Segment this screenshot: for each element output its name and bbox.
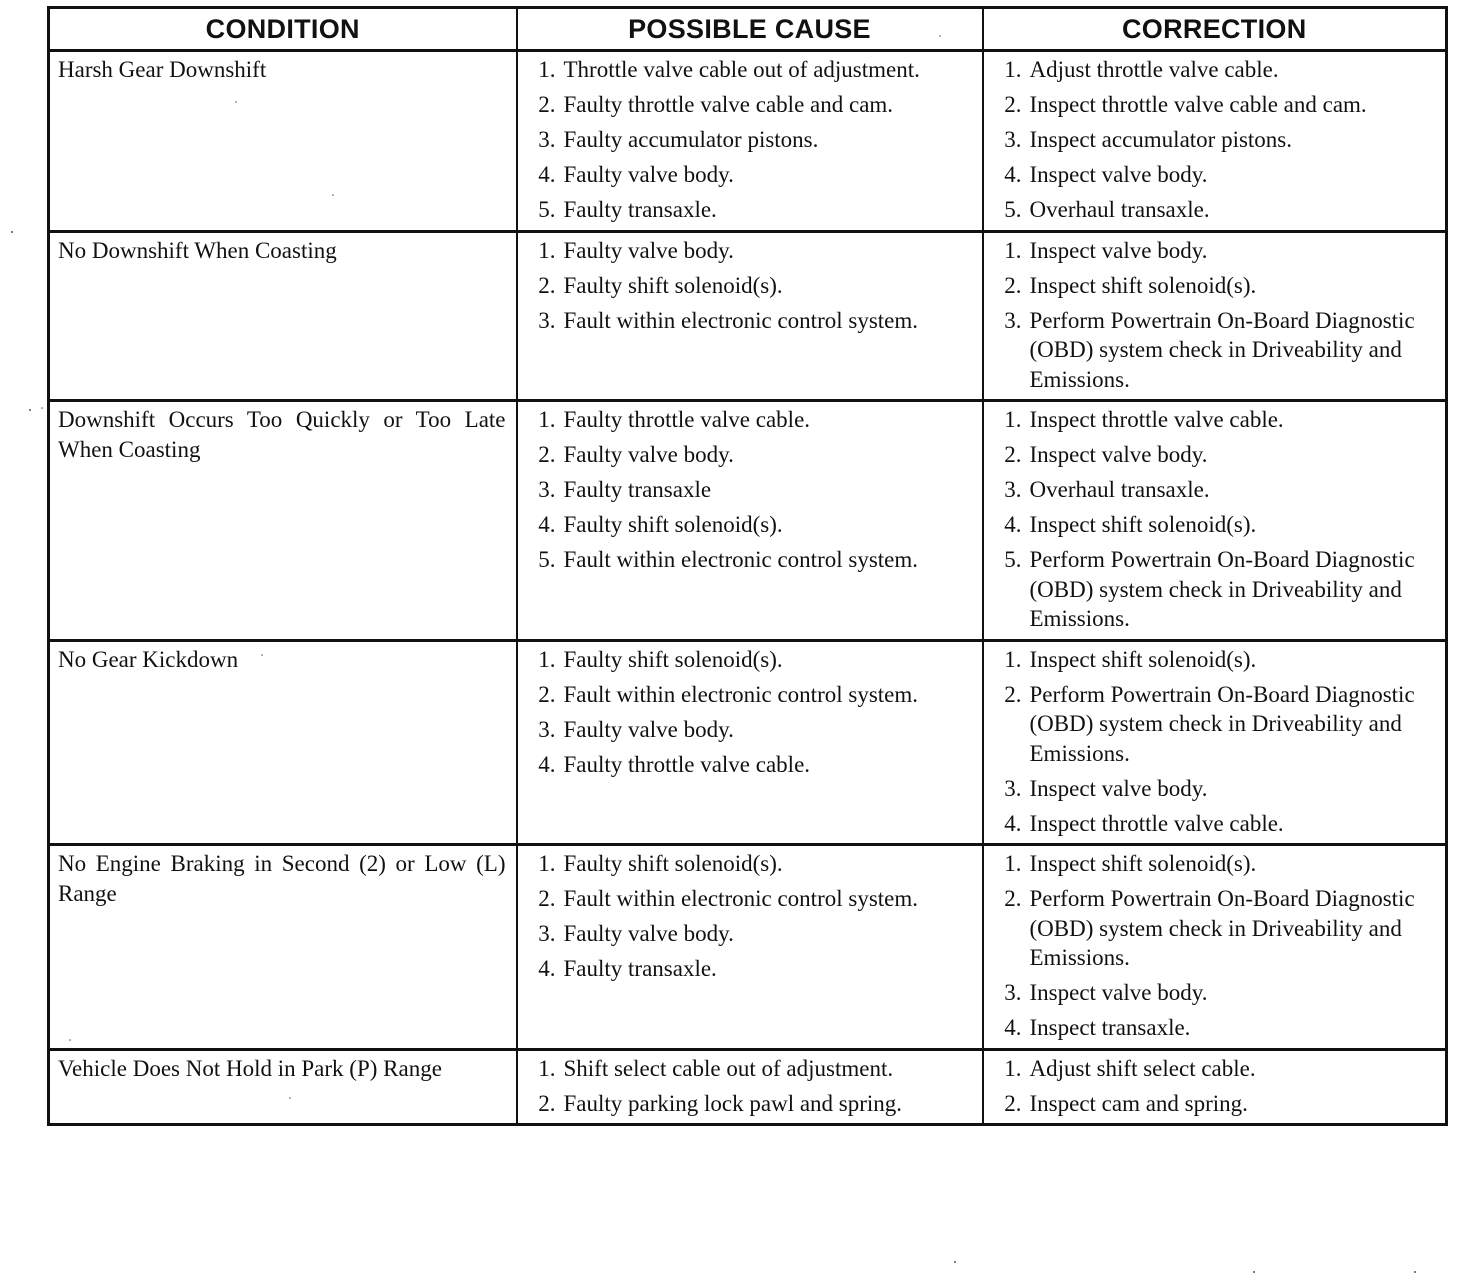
cause-item <box>526 271 972 301</box>
item-number: 3. <box>538 716 556 742</box>
cause-item <box>526 884 972 914</box>
item-number: 4. <box>1004 512 1022 537</box>
cause-item <box>526 545 972 575</box>
header-row <box>49 8 1447 51</box>
correction-list <box>992 849 1436 1043</box>
correction-item <box>992 236 1436 266</box>
item-text: Faulty shift solenoid(s). <box>563 272 783 298</box>
condition-cell: No Gear Kickdown <box>49 640 517 845</box>
item-number: 1. <box>538 57 556 82</box>
item-text: Faulty valve body. <box>563 442 734 467</box>
item-number: 3. <box>538 921 556 946</box>
correction-item <box>992 271 1436 301</box>
correction-cell <box>983 1049 1447 1125</box>
item-number: 2. <box>1004 92 1022 117</box>
cause-item <box>526 680 972 710</box>
possible-cause-list <box>526 55 972 225</box>
table-row <box>49 51 1447 232</box>
correction-item <box>992 90 1436 120</box>
item-text: Faulty accumulator pistons. <box>563 127 819 152</box>
correction-item <box>992 680 1436 769</box>
item-text: Faulty throttle valve cable. <box>563 751 811 777</box>
item-text: Inspect valve body. <box>1029 237 1208 263</box>
correction-item <box>992 809 1436 839</box>
correction-item <box>992 195 1436 225</box>
cause-item <box>526 160 972 190</box>
possible-cause-list <box>526 236 972 336</box>
item-text: Inspect throttle valve cable. <box>1029 407 1284 432</box>
item-text: Throttle valve cable out of adjustment. <box>563 57 920 82</box>
item-text: Faulty valve body. <box>563 921 734 946</box>
item-text: Faulty shift solenoid(s). <box>563 646 783 672</box>
item-text: Inspect transaxle. <box>1029 1015 1191 1040</box>
item-number: 4. <box>1004 162 1022 187</box>
table-row <box>49 401 1447 641</box>
item-number: 3. <box>538 127 556 152</box>
cause-item <box>526 849 972 879</box>
item-text: Fault within electronic control system. <box>563 307 919 333</box>
item-number: 1. <box>1004 407 1022 432</box>
cause-item <box>526 195 972 225</box>
item-text: Inspect valve body. <box>1029 442 1208 467</box>
cause-item <box>526 510 972 540</box>
correction-item <box>992 978 1436 1008</box>
item-number: 2. <box>1004 272 1022 298</box>
cause-item <box>526 1054 972 1084</box>
item-text: Fault within electronic control system. <box>563 547 919 572</box>
item-text: Inspect valve body. <box>1029 775 1208 801</box>
correction-list <box>992 405 1436 634</box>
correction-item <box>992 645 1436 675</box>
item-text: Adjust shift select cable. <box>1029 1055 1256 1081</box>
item-text: Inspect throttle valve cable and cam. <box>1029 92 1367 117</box>
item-number: 2. <box>538 1090 556 1116</box>
item-number: 3. <box>1004 307 1022 333</box>
cause-item <box>526 440 972 470</box>
condition-cell: Downshift Occurs Too Quickly or Too Late When Coasting <box>49 401 517 641</box>
item-text: Faulty valve body. <box>563 716 734 742</box>
item-number: 2. <box>538 681 556 707</box>
item-text: Adjust throttle valve cable. <box>1029 57 1279 82</box>
cause-item <box>526 1089 972 1119</box>
table-row <box>49 231 1447 401</box>
cause-item <box>526 645 972 675</box>
item-text: Inspect shift solenoid(s). <box>1029 851 1257 876</box>
item-text: Fault within electronic control system. <box>563 886 919 911</box>
correction-item <box>992 440 1436 470</box>
item-number: 1. <box>538 851 556 876</box>
item-number: 1. <box>538 646 556 672</box>
item-text: Faulty transaxle <box>563 477 712 502</box>
item-text: Inspect cam and spring. <box>1029 1090 1248 1116</box>
diagnosis-table-container <box>47 6 1445 1126</box>
item-number: 4. <box>538 512 556 537</box>
item-text: Inspect throttle valve cable. <box>1029 810 1284 836</box>
condition-cell: Harsh Gear Downshift <box>49 51 517 232</box>
cause-item <box>526 954 972 984</box>
correction-item <box>992 405 1436 435</box>
item-text: Inspect shift solenoid(s). <box>1029 646 1257 672</box>
cause-item <box>526 55 972 85</box>
table-row <box>49 845 1447 1050</box>
cause-item <box>526 919 972 949</box>
item-text: Overhaul transaxle. <box>1029 197 1210 222</box>
correction-item <box>992 849 1436 879</box>
correction-list <box>992 1054 1436 1119</box>
cause-item <box>526 750 972 780</box>
cause-item <box>526 90 972 120</box>
possible-cause-list <box>526 645 972 780</box>
item-number: 1. <box>1004 57 1022 82</box>
correction-list <box>992 55 1436 225</box>
item-text: Fault within electronic control system. <box>563 681 919 707</box>
header-correction: CORRECTION <box>983 8 1447 51</box>
item-number: 1. <box>1004 646 1022 672</box>
possible-cause-list <box>526 1054 972 1119</box>
item-text: Inspect valve body. <box>1029 980 1208 1005</box>
item-text: Faulty transaxle. <box>563 197 717 222</box>
cause-item <box>526 125 972 155</box>
item-number: 5. <box>538 547 556 572</box>
item-number: 5. <box>538 197 556 222</box>
table-body <box>49 51 1447 1125</box>
item-number: 1. <box>1004 851 1022 876</box>
correction-item <box>992 774 1436 804</box>
item-text: Overhaul transaxle. <box>1029 477 1210 502</box>
item-number: 2. <box>538 272 556 298</box>
item-number: 4. <box>538 956 556 981</box>
item-number: 4. <box>538 162 556 187</box>
table-row <box>49 640 1447 845</box>
item-number: 5. <box>1004 547 1022 572</box>
possible-cause-cell <box>517 401 983 641</box>
item-text: Inspect shift solenoid(s). <box>1029 512 1257 537</box>
item-number: 3. <box>1004 477 1022 502</box>
correction-cell <box>983 401 1447 641</box>
item-text: Shift select cable out of adjustment. <box>563 1055 894 1081</box>
cause-item <box>526 306 972 336</box>
item-number: 2. <box>1004 442 1022 467</box>
item-number: 4. <box>538 751 556 777</box>
cause-item <box>526 405 972 435</box>
item-number: 3. <box>538 477 556 502</box>
correction-item <box>992 475 1436 505</box>
diagnosis-table <box>47 6 1448 1126</box>
condition-cell: No Downshift When Coasting <box>49 231 517 401</box>
item-text: Faulty shift solenoid(s). <box>563 512 783 537</box>
item-text: Faulty valve body. <box>563 237 734 263</box>
item-number: 3. <box>1004 127 1022 152</box>
item-number: 1. <box>1004 237 1022 263</box>
possible-cause-cell <box>517 845 983 1050</box>
possible-cause-cell <box>517 640 983 845</box>
item-text: Faulty transaxle. <box>563 956 717 981</box>
table-row <box>49 1049 1447 1125</box>
item-number: 1. <box>538 407 556 432</box>
item-number: 1. <box>538 237 556 263</box>
possible-cause-list <box>526 405 972 575</box>
cause-item <box>526 236 972 266</box>
item-number: 1. <box>538 1055 556 1081</box>
header-possible-cause: POSSIBLE CAUSE <box>517 8 983 51</box>
item-text: Faulty throttle valve cable and cam. <box>563 92 894 117</box>
condition-cell: No Engine Braking in Second (2) or Low (L) Range <box>49 845 517 1050</box>
header-condition: CONDITION <box>49 8 517 51</box>
possible-cause-list <box>526 849 972 984</box>
item-number: 2. <box>538 442 556 467</box>
correction-item <box>992 545 1436 634</box>
correction-item <box>992 1054 1436 1084</box>
item-number: 3. <box>1004 980 1022 1005</box>
possible-cause-cell <box>517 231 983 401</box>
correction-list <box>992 645 1436 839</box>
item-number: 5. <box>1004 197 1022 222</box>
correction-item <box>992 1089 1436 1119</box>
possible-cause-cell <box>517 51 983 232</box>
correction-item <box>992 55 1436 85</box>
item-number: 3. <box>538 307 556 333</box>
correction-cell <box>983 51 1447 232</box>
item-number: 4. <box>1004 810 1022 836</box>
correction-cell <box>983 231 1447 401</box>
correction-item <box>992 1013 1436 1043</box>
item-number: 2. <box>1004 1090 1022 1116</box>
condition-cell: Vehicle Does Not Hold in Park (P) Range <box>49 1049 517 1125</box>
item-number: 3. <box>1004 775 1022 801</box>
item-text: Perform Powertrain On-Board Diagnostic (OBD) system check in Driveability and Emissions. <box>1029 681 1415 766</box>
item-number: 2. <box>1004 886 1022 911</box>
item-number: 2. <box>538 92 556 117</box>
correction-item <box>992 306 1436 395</box>
item-text: Faulty valve body. <box>563 162 734 187</box>
item-text: Perform Powertrain On-Board Diagnostic (OBD) system check in Driveability and Emissions. <box>1029 547 1415 631</box>
item-text: Faulty parking lock pawl and spring. <box>563 1090 903 1116</box>
item-text: Faulty shift solenoid(s). <box>563 851 783 876</box>
correction-item <box>992 884 1436 973</box>
correction-list <box>992 236 1436 395</box>
item-number: 1. <box>1004 1055 1022 1081</box>
item-number: 4. <box>1004 1015 1022 1040</box>
correction-item <box>992 510 1436 540</box>
item-text: Inspect accumulator pistons. <box>1029 127 1293 152</box>
item-text: Perform Powertrain On-Board Diagnostic (OBD) system check in Driveability and Emissions. <box>1029 307 1415 392</box>
correction-item <box>992 160 1436 190</box>
possible-cause-cell <box>517 1049 983 1125</box>
correction-cell <box>983 845 1447 1050</box>
correction-item <box>992 125 1436 155</box>
item-text: Faulty throttle valve cable. <box>563 407 811 432</box>
item-number: 2. <box>1004 681 1022 707</box>
correction-cell <box>983 640 1447 845</box>
item-number: 2. <box>538 886 556 911</box>
cause-item <box>526 715 972 745</box>
item-text: Perform Powertrain On-Board Diagnostic (OBD) system check in Driveability and Emissions. <box>1029 886 1415 970</box>
cause-item <box>526 475 972 505</box>
item-text: Inspect valve body. <box>1029 162 1208 187</box>
item-text: Inspect shift solenoid(s). <box>1029 272 1257 298</box>
